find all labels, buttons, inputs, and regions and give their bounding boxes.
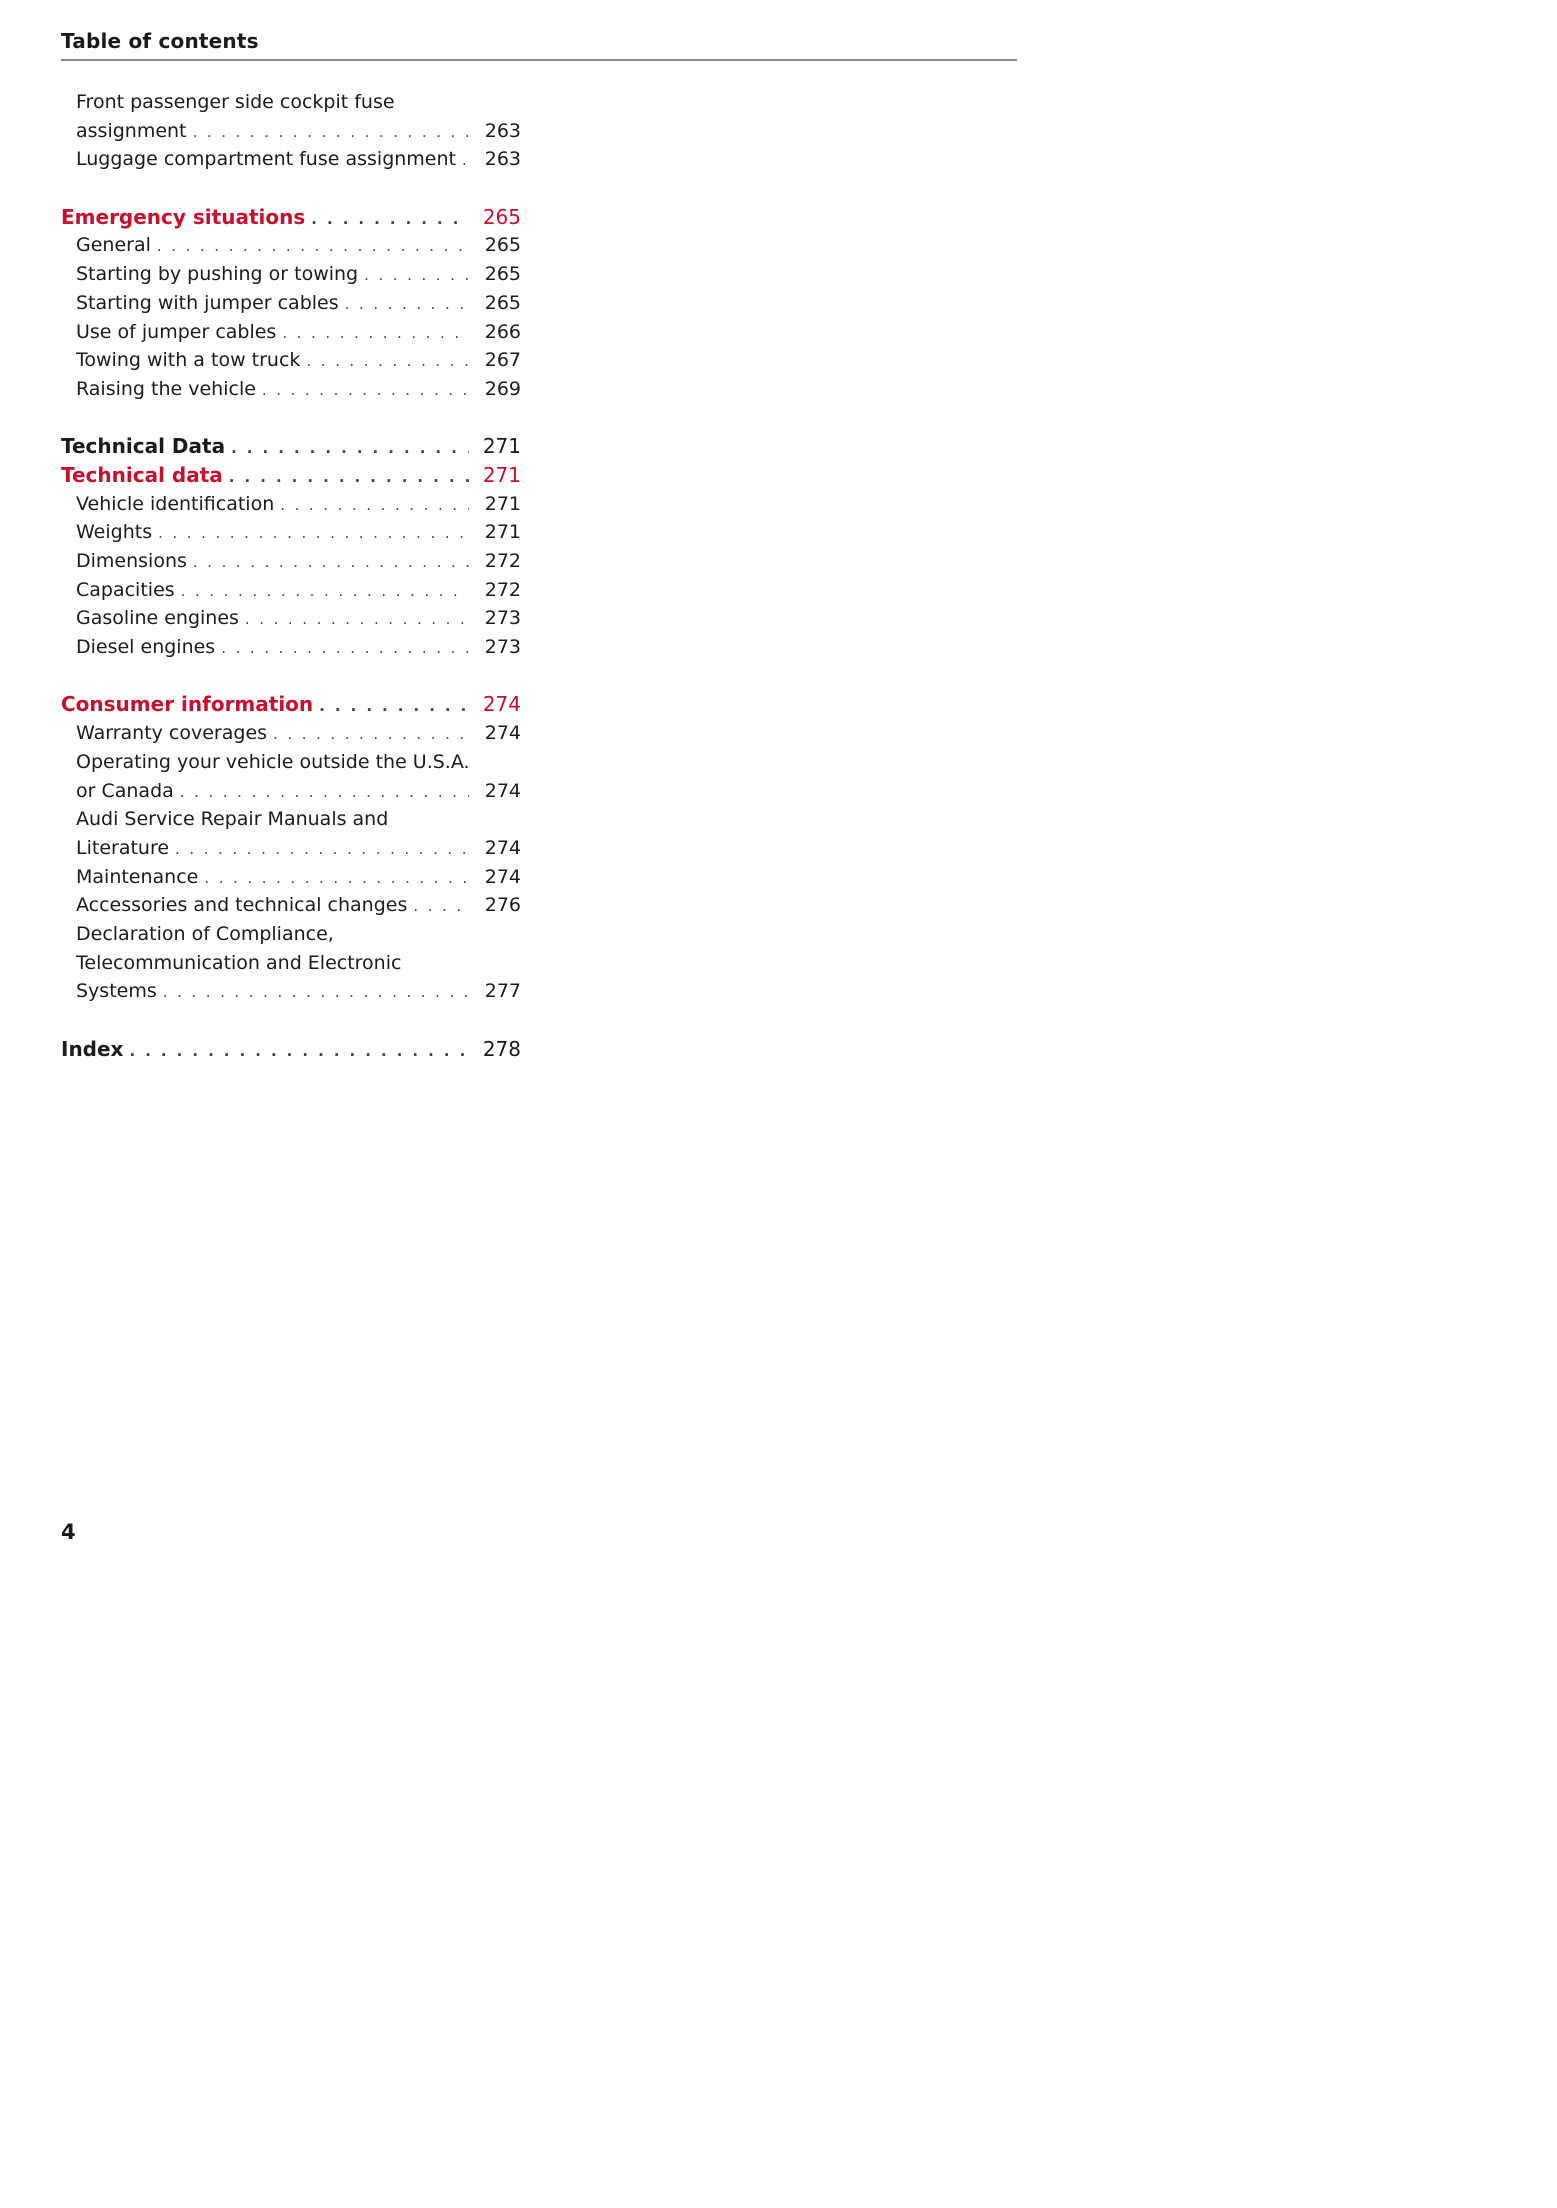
toc-entry-page: 269	[484, 377, 521, 400]
toc-entry-page: 271	[484, 492, 521, 515]
toc-entry-page: 265	[484, 291, 521, 314]
toc-entry-page: 271	[484, 521, 521, 544]
dot-leader	[305, 205, 469, 234]
toc-entry-gasoline-engines[interactable]	[61, 604, 521, 633]
dot-leader	[187, 118, 469, 147]
toc-entry-page: 265	[484, 263, 521, 286]
dot-leader	[274, 491, 469, 520]
toc-entry-repair-manuals[interactable]	[61, 805, 521, 834]
toc-entry-label: or Canada	[76, 779, 174, 802]
page-number: 4	[61, 1520, 76, 1544]
toc-part-page: 278	[482, 1036, 521, 1061]
toc-entry-use-jumper[interactable]	[61, 318, 521, 347]
toc-entry-label: Weights	[76, 521, 153, 544]
toc-entry-vehicle-identification[interactable]	[61, 490, 521, 519]
toc-entry-or-canada[interactable]	[61, 777, 521, 806]
toc-entry-starting-jumper[interactable]	[61, 289, 521, 318]
dot-leader	[313, 692, 469, 721]
toc-entry-label: Raising the vehicle	[76, 377, 256, 400]
toc-entry-label: assignment	[76, 119, 187, 142]
page-header-title: Table of contents	[61, 29, 259, 53]
toc-entry-page: 267	[484, 349, 521, 372]
toc-entry-towing-truck[interactable]	[61, 346, 521, 375]
toc-entry-weights[interactable]	[61, 518, 521, 547]
toc-entry-label: Vehicle identification	[76, 492, 275, 515]
toc-section-page: 271	[482, 462, 521, 487]
toc-entry-page: 272	[484, 578, 521, 601]
toc-entry-capacities[interactable]	[61, 576, 521, 605]
dot-leader	[267, 720, 469, 749]
dot-leader	[300, 347, 469, 376]
dot-leader	[169, 835, 469, 864]
toc-section-label: Consumer information	[61, 692, 314, 717]
toc-entry-page: 276	[484, 894, 521, 917]
toc-entry-label: Telecommunication and Electronic	[76, 951, 402, 974]
toc-entry-page: 273	[484, 607, 521, 630]
toc-entry-dimensions[interactable]	[61, 547, 521, 576]
toc-entry-label: Capacities	[76, 578, 175, 601]
dot-leader	[276, 319, 469, 348]
toc-entry-assignment[interactable]	[61, 117, 521, 146]
toc-part-label: Index	[61, 1036, 124, 1061]
toc-section-consumer-information[interactable]	[61, 690, 521, 719]
toc-entry-general[interactable]	[61, 231, 521, 260]
toc-entry-telecommunication[interactable]	[61, 949, 521, 978]
toc-entry-label: Use of jumper cables	[76, 320, 277, 343]
dot-leader	[239, 605, 469, 634]
toc-entry-diesel-engines[interactable]	[61, 633, 521, 662]
dot-leader	[339, 290, 469, 319]
dot-leader	[407, 892, 469, 921]
toc-entry-raising-vehicle[interactable]	[61, 375, 521, 404]
toc-entry-label: General	[76, 234, 151, 257]
toc-entry-front-passenger-fuse[interactable]	[61, 88, 521, 117]
toc-entry-label: Accessories and technical changes	[76, 894, 408, 917]
toc-part-page: 271	[482, 434, 521, 459]
toc-entry-accessories[interactable]	[61, 891, 521, 920]
toc-part-label: Technical Data	[61, 434, 226, 459]
toc-entry-label: Starting with jumper cables	[76, 291, 339, 314]
dot-leader	[456, 146, 469, 175]
toc-entry-label: Towing with a tow truck	[76, 349, 301, 372]
toc-entry-page: 274	[484, 836, 521, 859]
toc-entry-label: Literature	[76, 836, 170, 859]
toc-entry-label: Dimensions	[76, 550, 187, 572]
toc-entry-starting-pushing[interactable]	[61, 260, 521, 289]
toc-entry-label: Audi Service Repair Manuals and	[76, 808, 389, 831]
dot-leader	[175, 577, 469, 606]
toc-part-index[interactable]	[61, 1035, 521, 1064]
toc-entry-operating-outside[interactable]	[61, 748, 521, 777]
dot-leader	[198, 864, 469, 893]
dot-leader	[152, 519, 469, 548]
dot-leader	[123, 1037, 468, 1066]
toc-entry-label: Systems	[76, 980, 157, 1003]
toc-entry-page: 277	[484, 980, 521, 1003]
toc-entry-warranty[interactable]	[61, 719, 521, 748]
toc-entry-page: 274	[484, 779, 521, 802]
toc-entry-label: Front passenger side cockpit fuse	[76, 91, 395, 113]
toc-entry-label: Declaration of Compliance,	[76, 922, 334, 945]
header-rule	[61, 59, 1017, 61]
toc-entry-page: 266	[484, 320, 521, 343]
toc-section-emergency[interactable]	[61, 203, 521, 232]
dot-leader	[187, 548, 469, 577]
dot-leader	[215, 634, 469, 663]
toc-entry-label: Operating your vehicle outside the U.S.A.	[76, 750, 470, 773]
toc-section-label: Technical data	[61, 462, 223, 487]
toc-entry-page: 274	[484, 722, 521, 745]
toc-part-technical-data[interactable]	[61, 432, 521, 461]
toc-entry-label: Gasoline engines	[76, 607, 239, 630]
dot-leader	[174, 778, 469, 807]
dot-leader	[151, 232, 469, 261]
toc-entry-literature[interactable]	[61, 834, 521, 863]
toc-section-label: Emergency situations	[61, 204, 306, 229]
table-of-contents	[61, 88, 521, 1063]
toc-entry-page: 263	[484, 119, 521, 142]
dot-leader	[225, 434, 469, 463]
toc-entry-luggage-fuse[interactable]	[61, 145, 521, 174]
dot-leader	[256, 376, 469, 405]
toc-entry-declaration[interactable]	[61, 920, 521, 949]
toc-entry-systems[interactable]	[61, 977, 521, 1006]
dot-leader	[223, 463, 469, 492]
toc-entry-page: 272	[484, 550, 521, 572]
toc-entry-page: 263	[484, 148, 521, 171]
toc-entry-page: 274	[484, 865, 521, 888]
toc-section-technical-data[interactable]	[61, 461, 521, 490]
toc-section-page: 265	[482, 204, 521, 229]
toc-entry-label: Warranty coverages	[76, 722, 268, 745]
toc-entry-label: Diesel engines	[76, 636, 216, 659]
dot-leader	[157, 978, 469, 1007]
toc-entry-label: Starting by pushing or towing	[76, 263, 359, 286]
toc-entry-label: Luggage compartment fuse assignment	[76, 148, 456, 171]
dot-leader	[358, 261, 469, 290]
toc-entry-page: 273	[484, 636, 521, 659]
toc-section-page: 274	[482, 692, 521, 717]
toc-entry-page: 265	[484, 234, 521, 257]
toc-entry-maintenance[interactable]	[61, 863, 521, 892]
toc-entry-label: Maintenance	[76, 865, 199, 888]
